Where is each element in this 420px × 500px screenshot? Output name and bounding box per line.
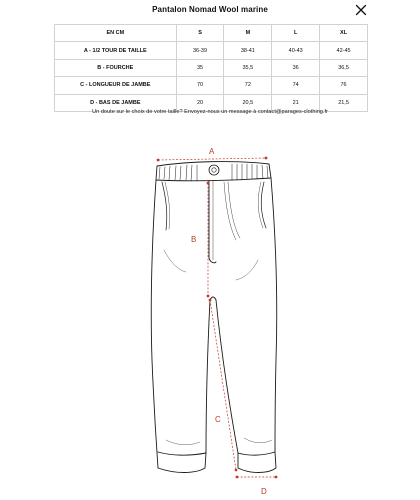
row-label: D - BAS DE JAMBE bbox=[55, 94, 177, 111]
table-cell: 21 bbox=[272, 94, 320, 111]
measure-label-b: B bbox=[191, 235, 197, 244]
row-label: A - 1/2 TOUR DE TAILLE bbox=[55, 42, 177, 59]
table-cell: 40-43 bbox=[272, 42, 320, 59]
table-cell: 20 bbox=[176, 94, 224, 111]
table-row bbox=[55, 42, 368, 59]
measure-label-a: A bbox=[209, 147, 215, 156]
table-cell: 38-41 bbox=[224, 42, 272, 59]
table-row bbox=[55, 77, 368, 94]
table-cell: 42-45 bbox=[320, 42, 368, 59]
table-header: M bbox=[224, 25, 272, 42]
table-cell: 36-39 bbox=[176, 42, 224, 59]
table-cell: 76 bbox=[320, 77, 368, 94]
measure-label-d: D bbox=[261, 487, 267, 496]
table-header: EN CM bbox=[55, 25, 177, 42]
measurement-lines bbox=[158, 158, 276, 477]
size-guide-table bbox=[54, 24, 368, 112]
table-header: S bbox=[176, 25, 224, 42]
table-cell: 70 bbox=[176, 77, 224, 94]
table-cell: 35,5 bbox=[224, 59, 272, 76]
close-button[interactable] bbox=[355, 4, 367, 16]
measure-label-c: C bbox=[215, 415, 221, 424]
row-label: C - LONGUEUR DE JAMBE bbox=[55, 77, 177, 94]
row-label: B - FOURCHE bbox=[55, 59, 177, 76]
contact-note: Un doute sur le choix de votre taille? Envoyez-nous un message à contact@parages-clothing.fr bbox=[92, 109, 328, 115]
modal-title: Pantalon Nomad Wool marine bbox=[152, 5, 268, 14]
close-icon[interactable] bbox=[355, 4, 367, 16]
table-cell: 21,5 bbox=[320, 94, 368, 111]
table-header-row bbox=[55, 25, 368, 42]
trousers-outline bbox=[151, 162, 277, 473]
table-cell: 36,5 bbox=[320, 59, 368, 76]
table-header: XL bbox=[320, 25, 368, 42]
table-cell: 36 bbox=[272, 59, 320, 76]
table-cell: 72 bbox=[224, 77, 272, 94]
table-header: L bbox=[272, 25, 320, 42]
table-row bbox=[55, 59, 368, 76]
measurement-endpoints bbox=[157, 157, 278, 479]
table-cell: 35 bbox=[176, 59, 224, 76]
table-cell: 20,5 bbox=[224, 94, 272, 111]
table-cell: 74 bbox=[272, 77, 320, 94]
